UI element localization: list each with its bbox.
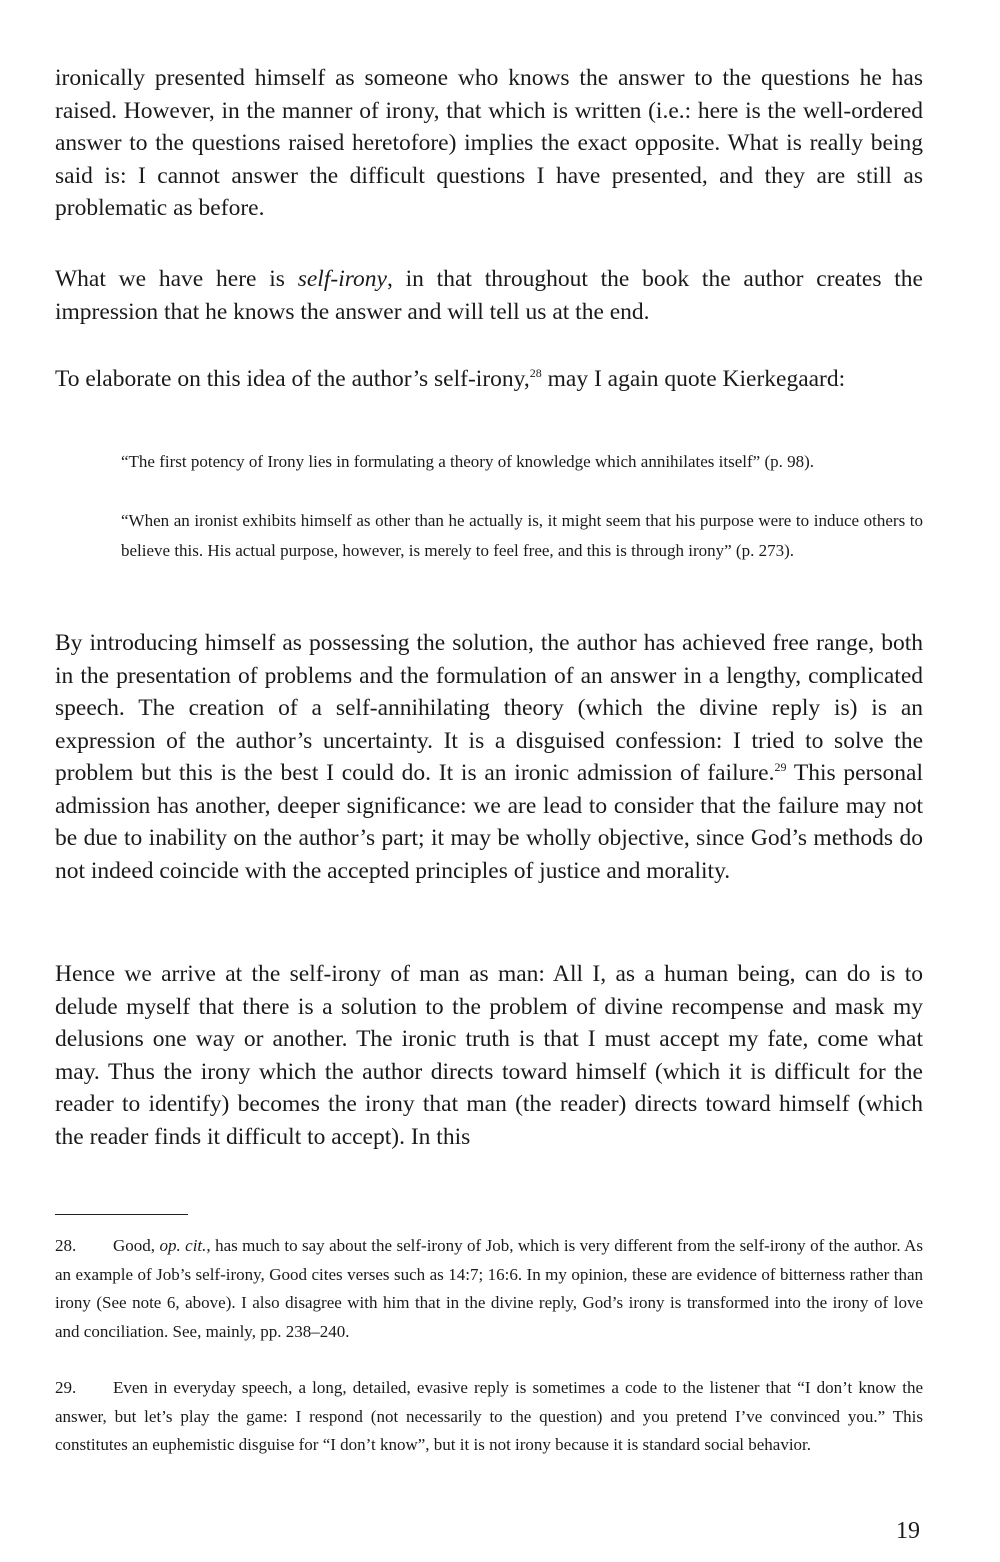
footnote-number: 29. xyxy=(55,1378,77,1397)
paragraph-elaborate: To elaborate on this idea of the author’s self-irony,$^{28}$ may I again quote Kierkegaard: xyxy=(55,366,846,392)
footnote-28: 28. Good, op. cit., has much to say about the self-irony of Job, which is very different from the self-irony of the author. As an example of Job’s self-irony, Good cites verses such as 14:7; 16:6. In my opinion, these are evidence of bitterness rather than irony (See note 6, above). I also disagree with him that in the divine reply, God’s irony is transformed into the irony of love and conciliation. See, mainly, pp. 238–240. xyxy=(55,1232,923,1346)
footnote-ref-29: 29 xyxy=(774,760,787,775)
paragraph-introducing-himself: By introducing himself as possessing the solution, the author has achieved free range, both in the presentation of problems and the formulation of an answer in a lengthy, complicated speech. The creation of a self-annihilating theory (which the divine reply is) is an expression of the author’s uncertainty. It is a disguised confession: I tried to solve the problem but this is the best I could do. It is an ironic admission of failure.$^{29}$ This personal admission has another, deeper significance: we are lead to consider that the failure may not be due to inability on the author’s part; it may be wholly objective, since God’s methods do not indeed coincide with the accepted principles of justice and morality. xyxy=(55,630,923,884)
footnote-divider xyxy=(55,1214,188,1215)
block-quote-ironist: “When an ironist exhibits himself as other than he actually is, it might seem that his purpose were to induce others to believe this. His actual purpose, however, is merely to feel free, and this is through irony” (p. 273). xyxy=(121,511,923,560)
footnote-ref-28: 28 xyxy=(529,366,542,381)
page-number: 19 xyxy=(896,1518,920,1544)
paragraph-irony-answer: ironically presented himself as someone who knows the answer to the questions he has raised. However, in the manner of irony, that which is written (i.e.: here is the well-ordered answer to the questions raised heretofore) implies the exact opposite. What is really being said is: I cannot answer the difficult questions I have presented, and they are still as problematic as before. xyxy=(55,65,923,221)
footnote-number: 28. xyxy=(55,1236,77,1255)
emphasis-op-cit: op. cit. xyxy=(159,1236,207,1255)
block-quote-first-potency: “The first potency of Irony lies in formulating a theory of knowledge which annihilates itself” (p. 98). xyxy=(121,452,815,471)
emphasis-self-irony: self-irony xyxy=(297,266,387,292)
paragraph-man-as-man: Hence we arrive at the self-irony of man as man: All I, as a human being, can do is to delude myself that there is a solution to the problem of divine recompense and mask my delusions one way or another. The ironic truth is that I must accept my fate, come what may. Thus the irony which the author directs toward himself (which it is difficult for the reader to identify) becomes the irony that man (the reader) directs toward himself (which the reader finds it difficult to accept). In this xyxy=(55,961,923,1150)
paragraph-self-irony: What we have here is self-irony, in that throughout the book the author creates the impression that he knows the answer and will tell us at the end. xyxy=(55,266,923,325)
footnote-29: 29. Even in everyday speech, a long, detailed, evasive reply is sometimes a code to the listener that “I don’t know the answer, but let’s play the game: I respond (not necessarily to the question) and you pretend I’ve convinced you.” This constitutes an euphemistic disguise for “I don’t know”, but it is not irony because it is standard social behavior. xyxy=(55,1374,923,1460)
